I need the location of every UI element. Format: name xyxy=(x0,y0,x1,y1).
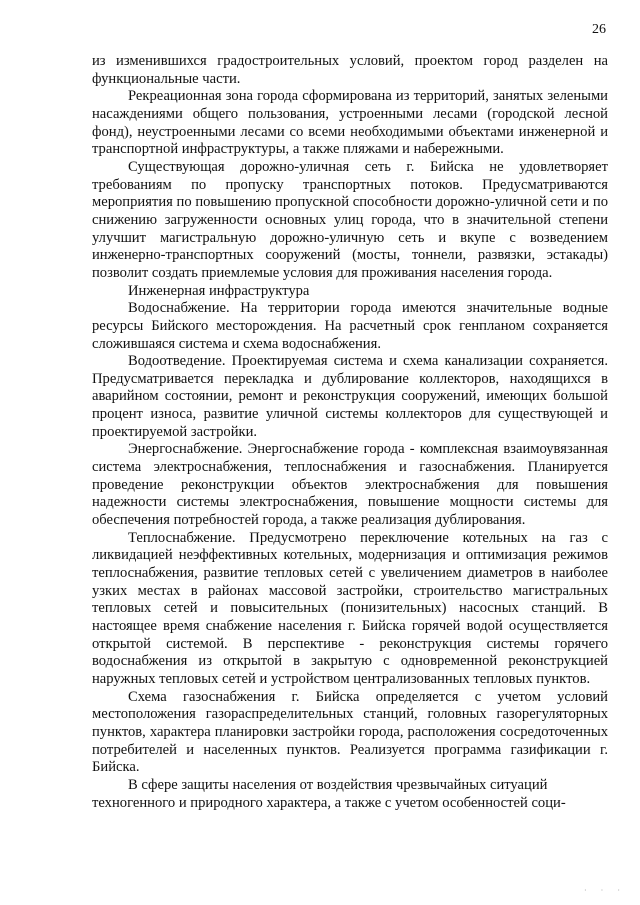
document-body xyxy=(92,53,608,812)
paragraph-road-network: Существующая дорожно-уличная сеть г. Бийска не удовлетворяет требованиям по пропуску транспортных потоков. Предусматриваются мероприятия по повышению пропускной способности дорожно-уличной сети и по снижению загруженности основных улиц города, что в значительной степени улучшит магистральную дорожно-уличную сеть и вкупе с возведением инженерно-транспортных сооружений (мосты, тоннели, развязки, эстакады) позволит создать приемлемые условия для проживания населения города. xyxy=(92,158,608,281)
paragraph-emergency-protection: В сфере защиты населения от воздействия чрезвычайных ситуаций техногенного и природного характера, а также с учетом особенностей соци- xyxy=(92,776,566,811)
page-number: 26 xyxy=(592,22,606,37)
paragraph-water-supply: Водоснабжение. На территории города имеются значительные водные ресурсы Бийского месторождения. На расчетный срок генпланом сохраняется сложившаяся система и схема водоснабжения. xyxy=(92,300,608,352)
paragraph-gas-supply: Схема газоснабжения г. Бийска определяется с учетом условий местоположения газораспределительных станций, головных газорегуляторных пунктов, характера планировки застройки города, расположения сосредоточенных потребителей и населенных пунктов. Реализуется программа газификации г. Бийска. xyxy=(92,688,608,776)
paragraph-heat-supply: Теплоснабжение. Предусмотрено переключение котельных на газ с ликвидацией неэффективных котельных, модернизация и оптимизация режимов теплоснабжения, развитие тепловых сетей с увеличением диаметров в наиболее узких местах в районах массовой застройки, строительство магистральных тепловых сетей и повысительных (понизительных) насосных станций. В настоящее время снабжение населения г. Бийска горячей водой осуществляется открытой системой. В перспективе - реконструкция системы горячего водоснабжения из открытой в закрытую с одновременной реконструкцией наружных тепловых сетей и устройством централизованных тепловых пунктов. xyxy=(92,529,608,687)
scan-artifact: · · · xyxy=(584,886,626,895)
paragraph-recreation-zone: Рекреационная зона города сформирована из территорий, занятых зелеными насаждениями общего пользования, устроенными лесами (городской лесной фонд), неустроенными лесами со всеми необходимыми объектами инженерной и транспортной инфраструктуры, а также пляжами и набережными. xyxy=(92,88,608,158)
paragraph-continuation: из изменившихся градостроительных условий, проектом город разделен на функциональные части. xyxy=(92,53,608,87)
section-heading-engineering-infrastructure: Инженерная инфраструктура xyxy=(128,282,310,299)
paragraph-energy-supply: Энергоснабжение. Энергоснабжение города - комплексная взаимоувязанная система электроснабжения, теплоснабжения и газоснабжения. Планируется проведение реконструкции объектов электроснабжения для повышения надежности системы электроснабжения, повышение мощности системы для обеспечения потребностей города, а также реализация дублирования. xyxy=(92,441,608,529)
paragraph-sewerage: Водоотведение. Проектируемая система и схема канализации сохраняется. Предусматривается перекладка и дублирование коллекторов, находящихся в аварийном состоянии, ремонт и реконструкция сооружений, имеющих большой процент износа, развитие уличной системы коллекторов для существующей и проектируемой застройки. xyxy=(92,353,608,440)
